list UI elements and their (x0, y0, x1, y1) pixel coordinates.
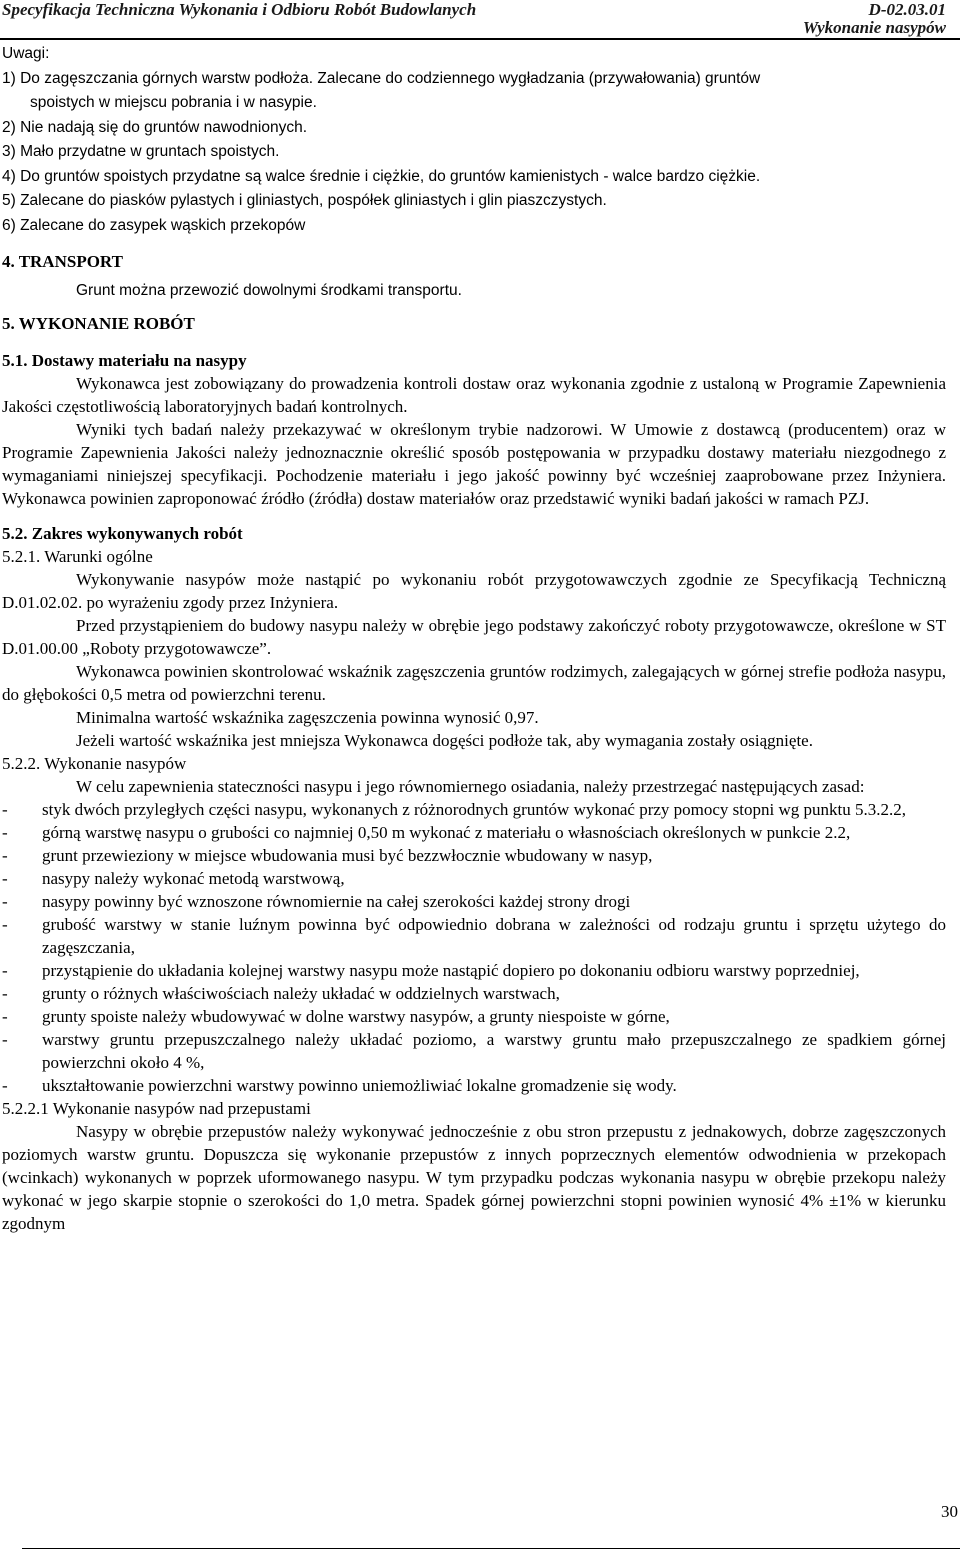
section-5-heading: 5. WYKONANIE ROBÓT (2, 313, 195, 333)
list-item (2, 1028, 946, 1074)
list-item (2, 1074, 946, 1097)
note-3: 3) Mało przydatne w gruntach spoistych. (2, 143, 280, 160)
note-1: 1) Do zagęszczania górnych warstw podłoża. Zalecane do codziennego wygładzania (przywałowania) gruntów (2, 69, 761, 87)
list-item-text: grubość warstwy w stanie luźnym powinna być odpowiednio dobrana w zależności od rodzaju gruntu i sprzętu użytego do zagęszczania, (42, 914, 946, 957)
section-4-heading: 4. TRANSPORT (2, 252, 123, 271)
list-item-text: grunt przewieziony w miejsce wbudowania musi być bezzwłocznie wbudowany w nasyp, (42, 845, 653, 865)
section-5-2-1-paragraph-4: Minimalna wartość wskaźnika zagęszczenia powinna wynosić 0,97. (76, 707, 539, 727)
note-1-cont: spoistych w miejscu pobrania i w nasypie. (30, 94, 317, 111)
section-5-1-heading: 5.1. Dostawy materiału na nasypy (2, 350, 247, 370)
list-item-text: nasypy należy wykonać metodą warstwową, (42, 868, 345, 888)
section-5-2-2-intro: W celu zapewnienia stateczności nasypu i jego równomiernego osiadania, należy przestrzegać następujących zasad: (76, 776, 865, 796)
list-item-text: styk dwóch przyległych części nasypu, wykonanych z różnorodnych gruntów wykonać przy pomocy stopni wg punktu 5.3.2.2, (42, 799, 906, 819)
list-dash: - (2, 960, 8, 980)
section-5-2-2-1-heading: 5.2.2.1 Wykonanie nasypów nad przepustami (2, 1098, 311, 1118)
list-item (2, 913, 946, 959)
list-dash: - (2, 1029, 8, 1049)
list-item-text: nasypy powinny być wznoszone równomiernie na całej szerokości każdej strony drogi (42, 891, 631, 911)
section-5-2-1-paragraph-1: Wykonywanie nasypów może nastąpić po wykonaniu robót przygotowawczych zgodnie ze Specyfikacją Techniczną D.01.02.02. po wyrażeniu zgody przez Inżyniera. (2, 569, 946, 612)
section-5-1-paragraph-1: Wykonawca jest zobowiązany do prowadzenia kontroli dostaw oraz wykonania zgodnie z ustaloną w Programie Zapewnienia Jakości częstotliwością laboratoryjnych badań kontrolnych. (2, 373, 946, 416)
page-header (0, 0, 960, 40)
header-spec-code: D-02.03.01 (868, 0, 946, 19)
section-5-2-1-paragraph-5: Jeżeli wartość wskaźnika jest mniejsza Wykonawca dogęści podłoże tak, aby wymagania zostały osiągnięte. (76, 730, 813, 750)
section-5-2-2-1-paragraph: Nasypy w obrębie przepustów należy wykonywać jednocześnie z obu stron przepustu z jednakowych, dobrze zagęszczonych poziomych warstw gruntu. Dopuszcza się wykonanie przepustów z innych poprzecznych elementów odwodnienia w przekopach (wcinkach) wykonanych w poprzek uformowanego nasypu. W tym przypadku podczas wykonania nasypu w obrębie przekopu należy wykonać w jego skarpie stopnie o szerokości do 1,0 metra. Spadek górnej powierzchni stopni powinien wynosić 4% ±1% w kierunku zgodnym (2, 1121, 946, 1233)
section-5-1-paragraph-2: Wyniki tych badań należy przekazywać w określonym trybie nadzorowi. W Umowie z dostawcą (producentem) oraz w Programie Zapewnienia Jakości należy jednoznacznie określić sposób postępowania w przypadku dostawy materiału niezgodnego z wymaganiami niniejszej specyfikacji. Pochodzenie materiału i jego jakość powinny być wcześniej zaaprobowane przez Inżyniera. Wykonawca powinien zaproponować źródło (źródła) dostaw materiałów oraz przedstawić wyniki badań jakości w ramach PZJ. (2, 419, 946, 508)
section-5-2-1-heading: 5.2.1. Warunki ogólne (2, 546, 153, 566)
list-dash: - (2, 845, 8, 865)
list-dash: - (2, 1006, 8, 1026)
header-document-title: Specyfikacja Techniczna Wykonania i Odbioru Robót Budowlanych (2, 0, 477, 19)
list-item (2, 1005, 946, 1028)
note-4: 4) Do gruntów spoistych przydatne są walce średnie i ciężkie, do gruntów kamienistych - walce bardzo ciężkie. (2, 167, 761, 185)
list-item-text: ukształtowanie powierzchni warstwy powinno uniemożliwiać lokalne gromadzenie się wody. (42, 1075, 677, 1095)
section-5-2-1-paragraph-2: Przed przystąpieniem do budowy nasypu należy w obrębie jego podstawy zakończyć roboty przygotowawcze, określone w ST D.01.00.00 „Roboty przygotowawcze”. (2, 615, 946, 658)
section-5-2-2-heading: 5.2.2. Wykonanie nasypów (2, 753, 187, 773)
list-item-text: górną warstwę nasypu o grubości co najmniej 0,50 m wykonać z materiału o własnościach określonych w punkcie 2.2, (42, 822, 851, 842)
list-dash: - (2, 799, 8, 819)
footer-rule (22, 1548, 960, 1549)
list-item (2, 867, 946, 890)
section-5-2-1-body (2, 545, 946, 1235)
list-item (2, 844, 946, 867)
section-4-text: Grunt można przewozić dowolnymi środkami transportu. (76, 282, 462, 299)
list-dash: - (2, 822, 8, 842)
note-5: 5) Zalecane do piasków pylastych i gliniastych, pospółek gliniastych i glin piaszczystych. (2, 192, 607, 209)
note-6: 6) Zalecane do zasypek wąskich przekopów (2, 216, 306, 234)
list-dash: - (2, 868, 8, 888)
list-dash: - (2, 891, 8, 911)
list-item (2, 959, 946, 982)
list-item (2, 890, 946, 913)
note-2: 2) Nie nadają się do gruntów nawodnionych. (2, 118, 308, 136)
section-5-2-heading: 5.2. Zakres wykonywanych robót (2, 523, 243, 543)
list-item (2, 798, 946, 821)
page-body (2, 40, 946, 1235)
list-dash: - (2, 983, 8, 1003)
rules-list (2, 798, 946, 1097)
section-5-2-1-paragraph-3: Wykonawca powinien skontrolować wskaźnik zagęszczenia gruntów rodzimych, zalegających w górnej strefie podłoża nasypu, do głębokości 0,5 metra od powierzchni terenu. (2, 661, 946, 704)
header-section-name: Wykonanie nasypów (802, 18, 946, 37)
list-item (2, 821, 946, 844)
list-item-text: grunty spoiste należy wbudowywać w dolne warstwy nasypów, a grunty niespoiste w górne, (42, 1006, 670, 1026)
section-5-1-body (2, 372, 946, 510)
list-item-text: warstwy gruntu przepuszczalnego należy układać poziomo, a warstwy gruntu mało przepuszczalnego ze spadkiem górnej powierzchni około 4 %, (42, 1029, 946, 1072)
page-number: 30 (941, 1502, 958, 1521)
list-item-text: grunty o różnych właściwościach należy układać w oddzielnych warstwach, (42, 983, 560, 1003)
notes-title: Uwagi: (2, 45, 50, 62)
list-item (2, 982, 946, 1005)
notes-block (2, 42, 946, 238)
list-dash: - (2, 914, 8, 934)
list-item-text: przystąpienie do układania kolejnej warstwy nasypu może nastąpić dopiero po dokonaniu odbioru warstwy poprzedniej, (42, 960, 860, 980)
list-dash: - (2, 1075, 8, 1095)
